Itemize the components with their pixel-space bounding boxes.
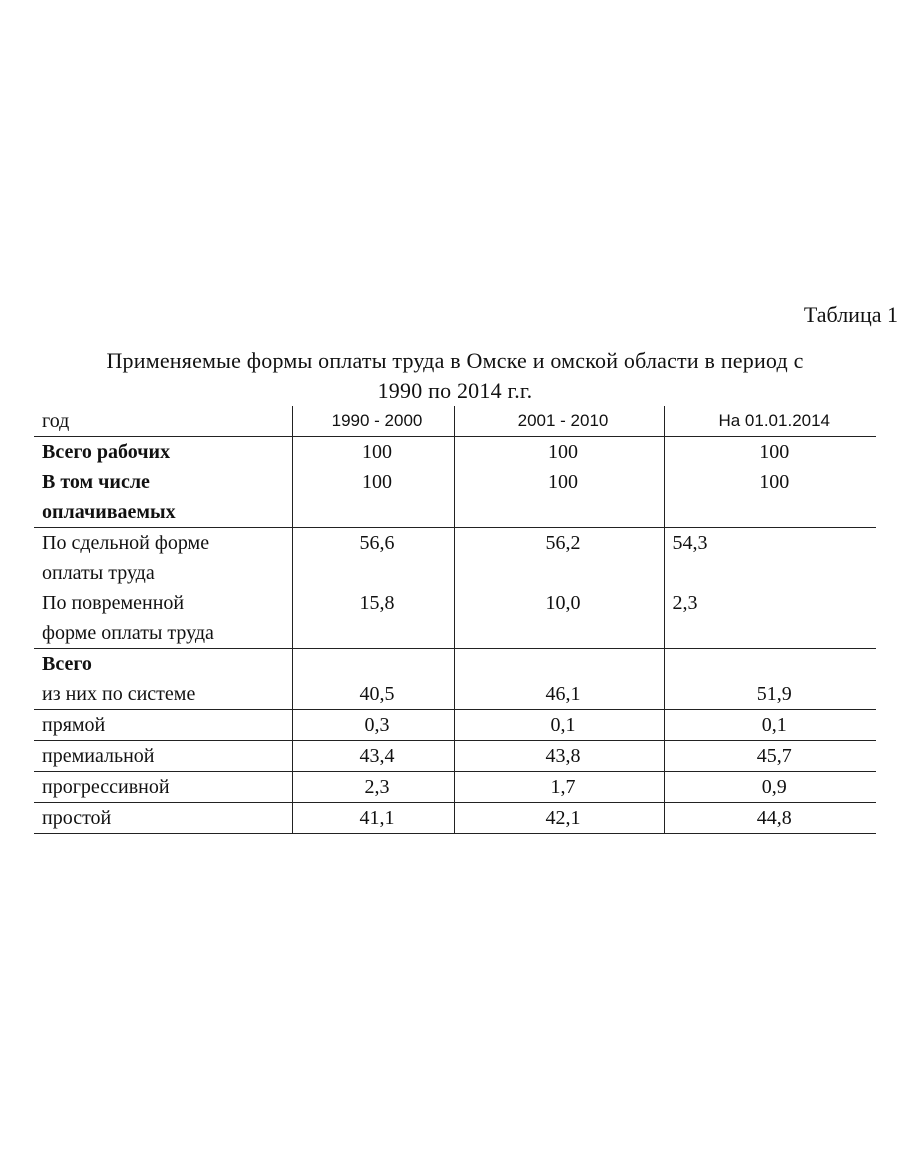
header-period-1990-2000: 1990 - 2000 <box>292 406 454 437</box>
row-label: В том числе оплачиваемых <box>34 467 292 528</box>
row-label: Всего <box>42 653 92 675</box>
cell-value: 1,7 <box>454 772 664 803</box>
row-label: прогрессивной <box>34 772 292 803</box>
header-period-2001-2010: 2001 - 2010 <box>454 406 664 437</box>
table-row-total-workers <box>34 437 876 468</box>
row-label: прямой <box>34 710 292 741</box>
cell-value: 100 <box>292 437 454 468</box>
cell-value: 46,1 <box>454 679 664 710</box>
cell-value: 54,3 <box>664 528 876 589</box>
cell-value: 0,1 <box>664 710 876 741</box>
header-period-2014: На 01.01.2014 <box>664 406 876 437</box>
table-row-piecework <box>34 528 876 589</box>
cell-value: 51,9 <box>664 679 876 710</box>
cell-value: 0,1 <box>454 710 664 741</box>
table-row-paid-total <box>34 467 876 528</box>
table-title-line-1: Применяемые формы оплаты труда в Омске и омской области в период с <box>106 348 804 373</box>
table-header-row <box>34 406 876 437</box>
cell-value: 43,4 <box>292 741 454 772</box>
cell-value: 0,3 <box>292 710 454 741</box>
cell-value: 45,7 <box>664 741 876 772</box>
cell-value: 15,8 <box>292 588 454 649</box>
table-row-total-heading <box>34 649 876 680</box>
table-number-label: Таблица 1 <box>803 302 898 327</box>
cell-value: 100 <box>664 437 876 468</box>
cell-value: 100 <box>454 437 664 468</box>
cell-value: 43,8 <box>454 741 664 772</box>
cell-value: 10,0 <box>454 588 664 649</box>
cell-value: 2,3 <box>664 588 876 649</box>
cell-value: 56,6 <box>292 528 454 589</box>
table-row <box>34 710 876 741</box>
table-row-time-based <box>34 588 876 649</box>
table-row <box>34 741 876 772</box>
row-label: из них по системе <box>34 679 292 710</box>
cell-value: 100 <box>454 467 664 528</box>
table-title-line-2: 1990 по 2014 г.г. <box>377 378 533 403</box>
table-title <box>30 346 880 406</box>
header-year: год <box>34 406 292 437</box>
row-label: По сдельной форме оплаты труда <box>42 532 210 584</box>
table-row-by-system <box>34 679 876 710</box>
cell-value: 44,8 <box>664 803 876 834</box>
row-label: По повременной форме оплаты труда <box>34 588 292 649</box>
cell-value: 42,1 <box>454 803 664 834</box>
cell-value: 41,1 <box>292 803 454 834</box>
table-row <box>34 803 876 834</box>
cell-value: 0,9 <box>664 772 876 803</box>
cell-value: 56,2 <box>454 528 664 589</box>
cell-value: 100 <box>664 467 876 528</box>
table-row <box>34 772 876 803</box>
cell-value: 2,3 <box>292 772 454 803</box>
row-label: Всего рабочих <box>42 441 171 463</box>
row-label: простой <box>34 803 292 834</box>
row-label: премиальной <box>34 741 292 772</box>
cell-value: 40,5 <box>292 679 454 710</box>
cell-value: 100 <box>292 467 454 528</box>
wage-forms-table <box>34 406 876 834</box>
